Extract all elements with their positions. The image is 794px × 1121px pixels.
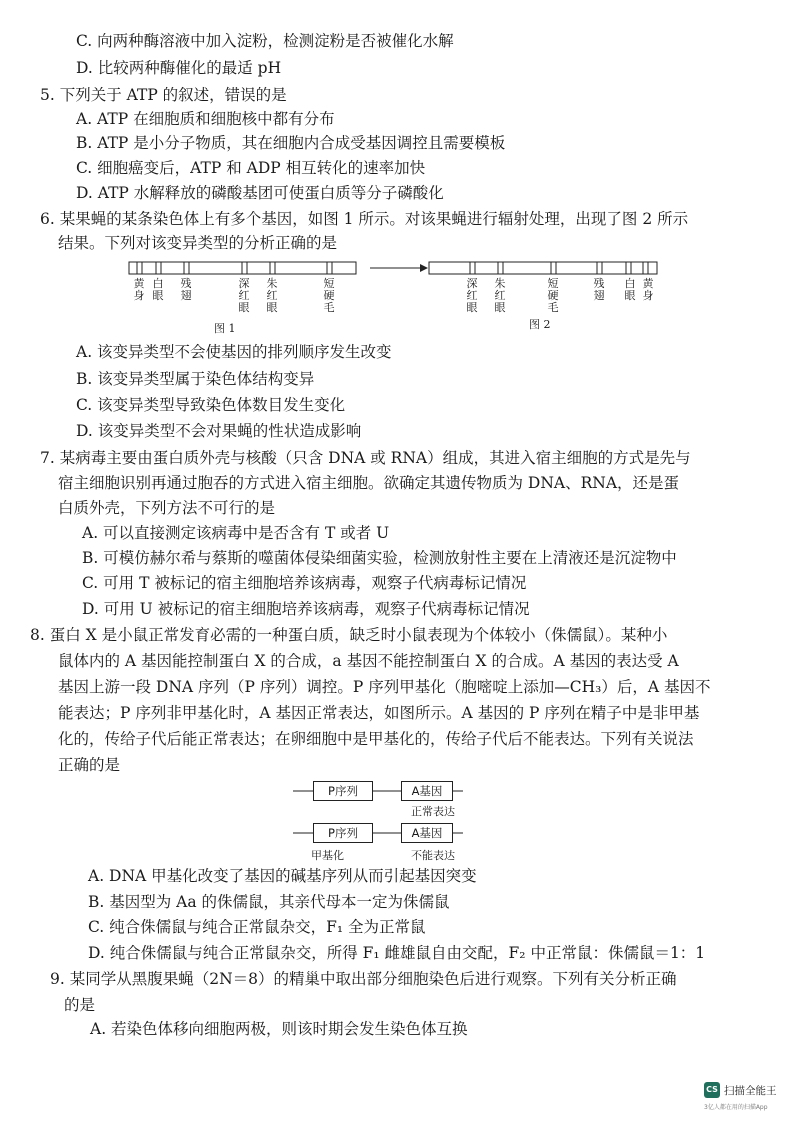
q7-option-c: C. 可用 T 被标记的宿主细胞培养该病毒，观察子代病毒标记情况 [82,574,527,592]
scanner-watermark [704,1082,794,1118]
q8-option-d: D. 纯合侏儒鼠与纯合正常鼠杂交，所得 F₁ 雌雄鼠自由交配，F₂ 中正常鼠：侏儒鼠＝1：1 [88,944,706,962]
arrow-icon [368,262,428,274]
fig1-gene-label: 朱 红 眼 [266,277,278,314]
a-gene-box: A基因 [401,781,453,801]
scanner-logo-icon: CS [704,1082,720,1098]
q8-stem-line6: 正确的是 [58,756,121,774]
q8-option-a: A. DNA 甲基化改变了基因的碱基序列从而引起基因突变 [88,867,477,885]
q7-option-a: A. 可以直接测定该病毒中是否含有 T 或者 U [82,524,390,542]
q8-stem-line3: 基因上游一段 DNA 序列（P 序列）调控。P 序列甲基化（胞嘧啶上添加—CH₃）后，A 基因不 [58,678,711,696]
q8-stem-line4: 能表达；P 序列非甲基化时，A 基因正常表达，如图所示。A 基因的 P 序列在精子中是非甲基 [58,704,700,722]
fig2-gene-label: 短 硬 毛 [547,277,559,314]
q5-option-b: B. ATP 是小分子物质，其在细胞内合成受基因调控且需要模板 [76,134,506,152]
q8-stem-line2: 鼠体内的 A 基因能控制蛋白 X 的合成，a 基因不能控制蛋白 X 的合成。A 基因的表达受 A [58,652,679,670]
figure-2-caption: 图 2 [529,318,551,331]
fig1-gene-label: 深 红 眼 [238,277,250,314]
q5-stem: 5. 下列关于 ATP 的叙述，错误的是 [40,86,287,104]
scanner-tagline: 3亿人都在用的扫描App [704,1104,768,1111]
q9-option-a: A. 若染色体移向细胞两极，则该时期会发生染色体互换 [90,1020,468,1038]
figure-1-caption: 图 1 [214,322,236,335]
q8-option-c: C. 纯合侏儒鼠与纯合正常鼠杂交，F₁ 全为正常鼠 [88,918,426,936]
figure-1 [120,258,370,338]
figure-2 [425,258,675,338]
normal-expression-label: 正常表达 [411,805,455,818]
fig1-gene-label: 残 翅 [180,277,192,302]
q6-stem-line2: 结果。下列对该变异类型的分析正确的是 [58,234,338,252]
a-gene-box-silenced: A基因 [401,823,453,843]
q6-option-b: B. 该变异类型属于染色体结构变异 [76,370,315,388]
methylation-diagram [285,775,515,865]
q5-option-c: C. 细胞癌变后，ATP 和 ADP 相互转化的速率加快 [76,159,426,177]
fig2-gene-label: 黄 身 [642,277,654,302]
q7-stem-line2: 宿主细胞识别再通过胞吞的方式进入宿主细胞。欲确定其遗传物质为 DNA、RNA，还是蛋 [58,474,680,492]
methylated-label: 甲基化 [311,849,344,862]
q9-stem-line1: 9. 某同学从黑腹果蝇（2N＝8）的精巢中取出部分细胞染色后进行观察。下列有关分析正确 [50,970,677,988]
q7-stem-line3: 白质外壳，下列方法不可行的是 [58,499,276,517]
q7-stem-line1: 7. 某病毒主要由蛋白质外壳与核酸（只含 DNA 或 RNA）组成，其进入宿主细胞的方式是先与 [40,449,691,467]
q8-option-b: B. 基因型为 Aa 的侏儒鼠，其亲代母本一定为侏儒鼠 [88,893,450,911]
q6-option-a: A. 该变异类型不会使基因的排列顺序发生改变 [76,343,392,361]
q6-stem-line1: 6. 某果蝇的某条染色体上有多个基因，如图 1 所示。对该果蝇进行辐射处理，出现了图 2 所示 [40,210,689,228]
fig1-gene-label: 白 眼 [152,277,164,302]
q4-option-c: C. 向两种酶溶液中加入淀粉，检测淀粉是否被催化水解 [76,32,454,50]
q6-option-d: D. 该变异类型不会对果蝇的性状造成影响 [76,422,362,440]
q5-option-a: A. ATP 在细胞质和细胞核中都有分布 [76,110,335,128]
q8-stem-line5: 化的，传给子代后能正常表达；在卵细胞中是甲基化的，传给子代后不能表达。下列有关说法 [58,730,694,748]
no-expression-label: 不能表达 [411,849,455,862]
q7-option-b: B. 可模仿赫尔希与蔡斯的噬菌体侵染细菌实验，检测放射性主要在上清液还是沉淀物中 [82,549,677,567]
p-sequence-box-methylated: P序列 [313,823,373,843]
q8-stem-line1: 8. 蛋白 X 是小鼠正常发育必需的一种蛋白质，缺乏时小鼠表现为个体较小（侏儒鼠）。某种小 [30,626,668,644]
p-sequence-box: P序列 [313,781,373,801]
q4-option-d: D. 比较两种酶催化的最适 pH [76,59,282,77]
q6-option-c: C. 该变异类型导致染色体数目发生变化 [76,396,346,414]
fig1-gene-label: 黄 身 [133,277,145,302]
q7-option-d: D. 可用 U 被标记的宿主细胞培养该病毒，观察子代病毒标记情况 [82,600,530,618]
fig2-gene-label: 残 翅 [593,277,605,302]
fig2-gene-label: 深 红 眼 [466,277,478,314]
q9-stem-line2: 的是 [64,996,96,1014]
fig2-gene-label: 朱 红 眼 [494,277,506,314]
fig2-gene-label: 白 眼 [624,277,636,302]
q5-option-d: D. ATP 水解释放的磷酸基团可使蛋白质等分子磷酸化 [76,184,444,202]
scanner-app-name: 扫描全能王 [724,1085,777,1097]
fig1-gene-label: 短 硬 毛 [323,277,335,314]
